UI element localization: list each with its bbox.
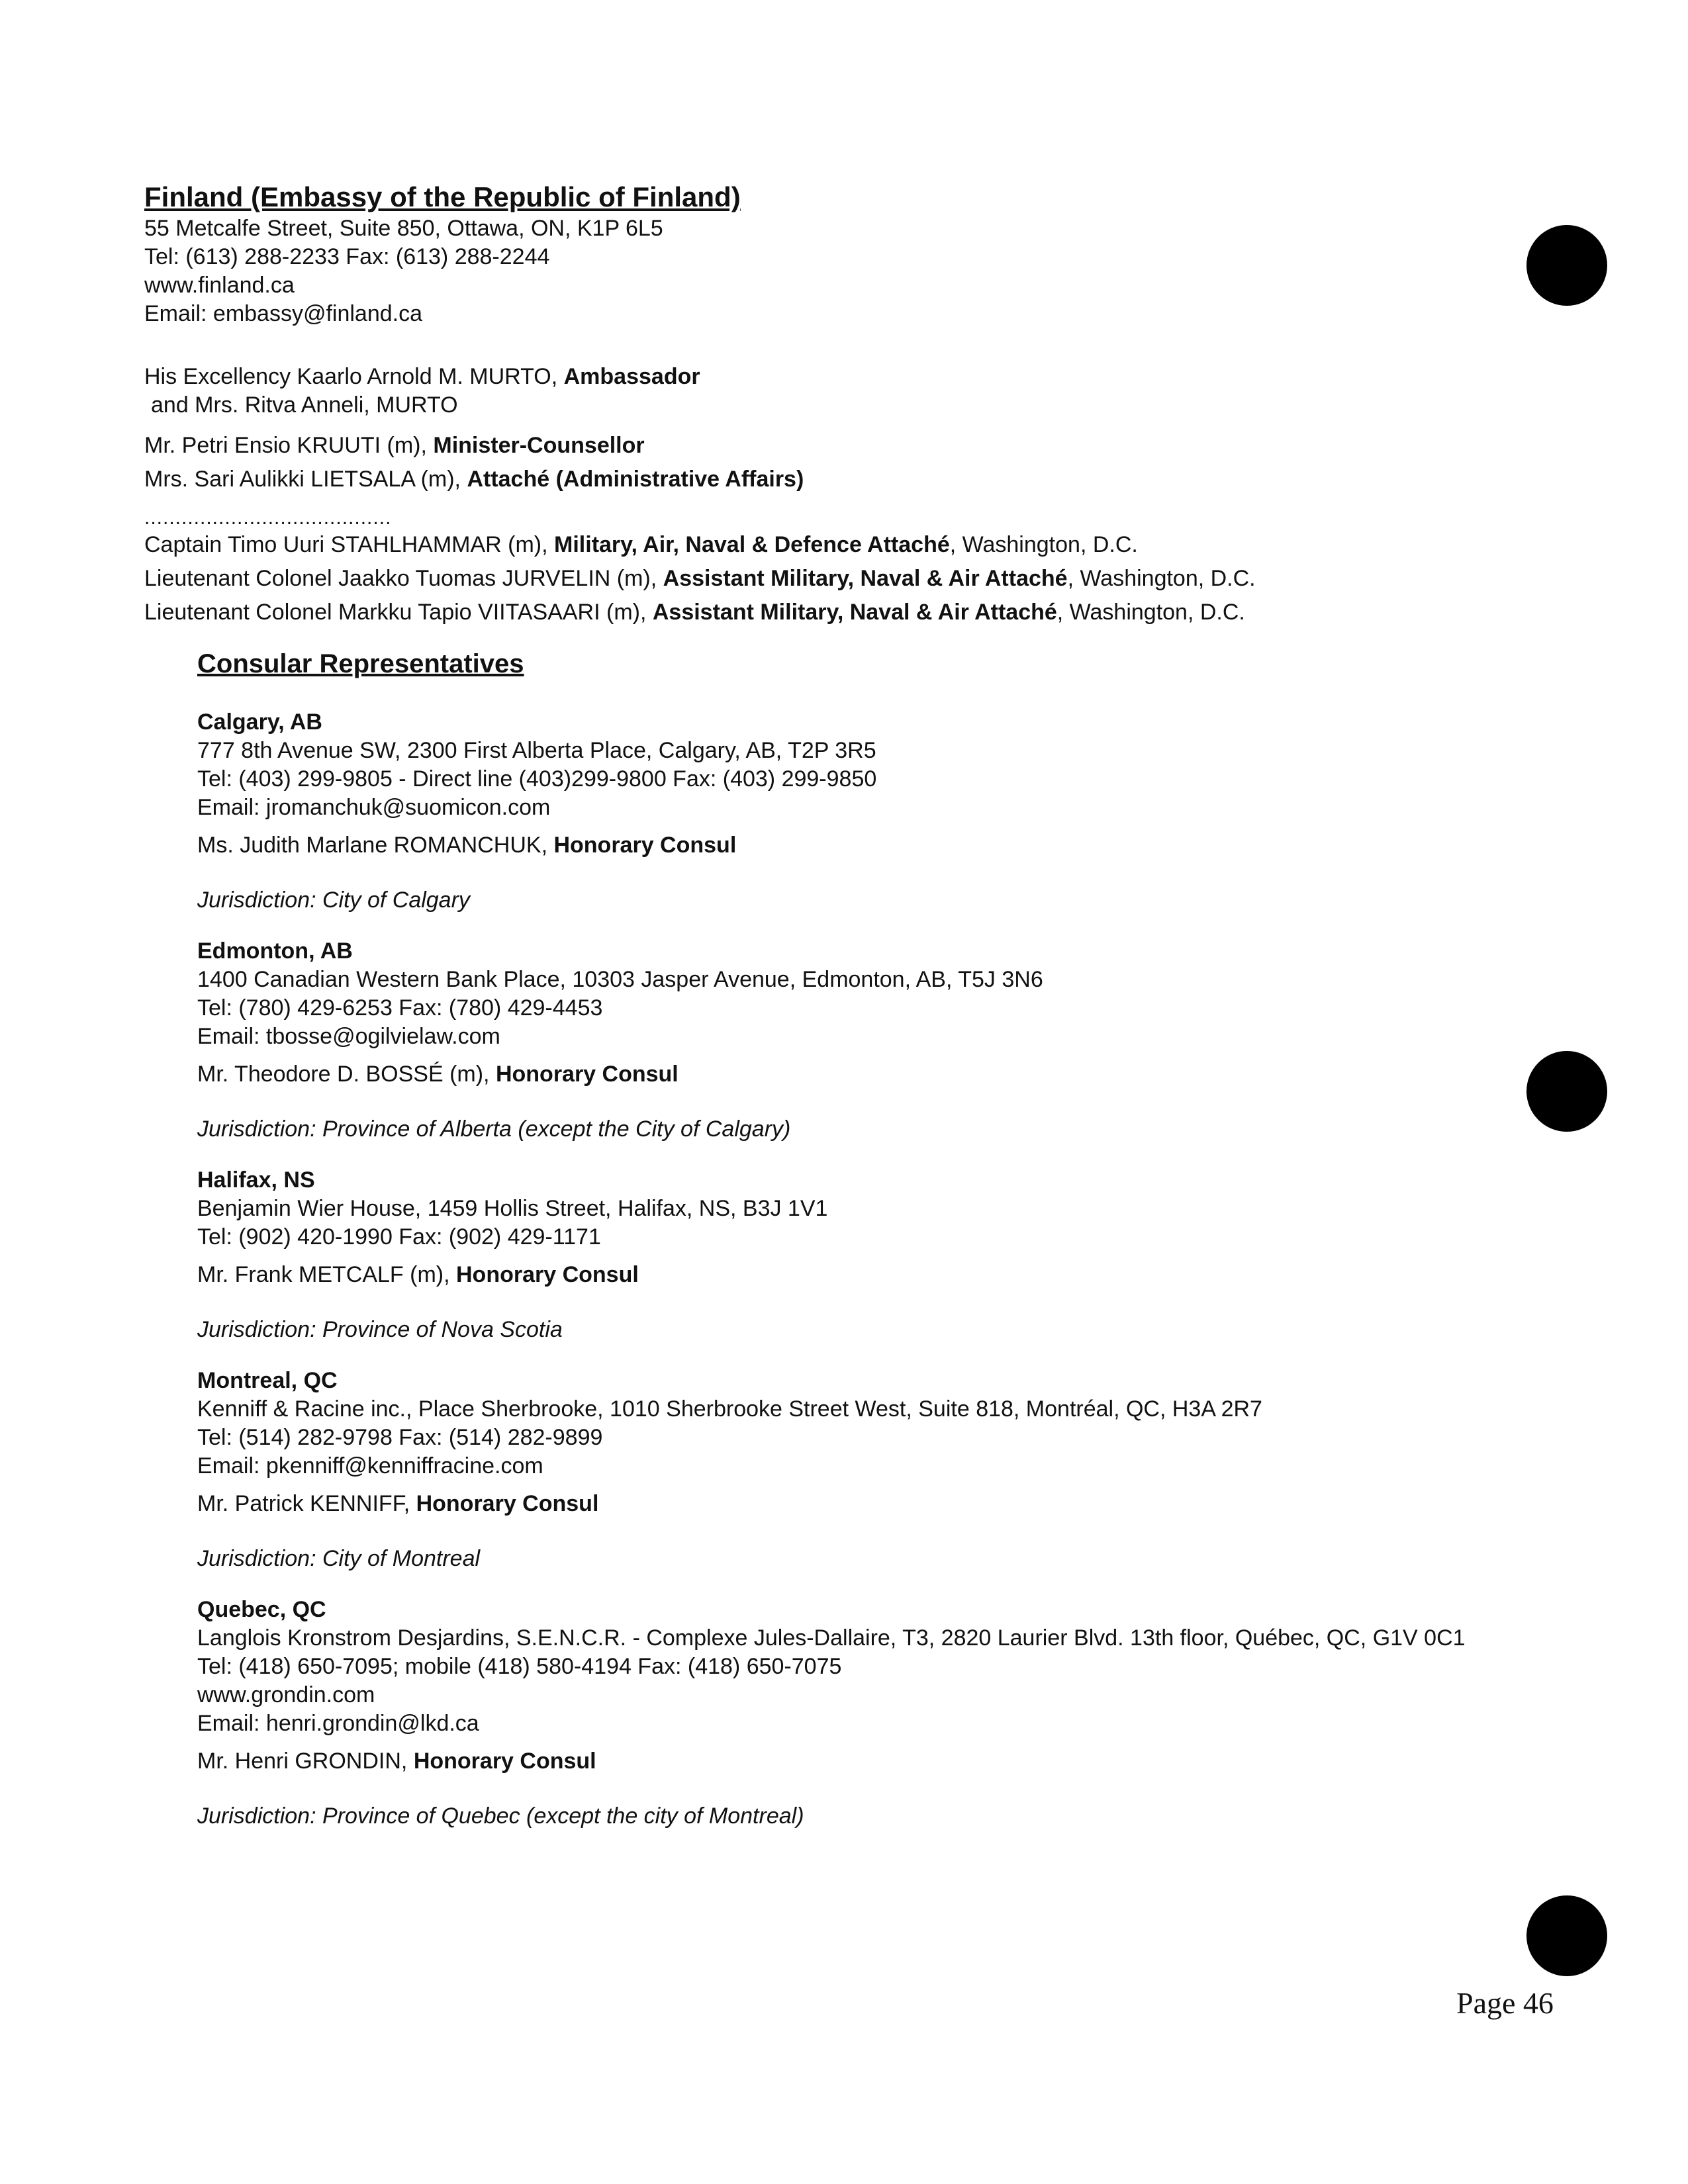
office-email: Email: jromanchuk@suomicon.com [197, 795, 551, 820]
office-jurisdiction: Jurisdiction: Province of Quebec (except the city of Montreal) [197, 1803, 804, 1829]
attache-location: , Washington, D.C. [949, 532, 1138, 557]
attache-name: Lieutenant Colonel Markku Tapio VIITASAARI (m), [144, 600, 653, 625]
consul-name: Mr. Patrick KENNIFF, [197, 1491, 416, 1516]
office-address: Benjamin Wier House, 1459 Hollis Street, Halifax, NS, B3J 1V1 [197, 1196, 828, 1221]
office-phone: Tel: (418) 650-7095; mobile (418) 580-4194 Fax: (418) 650-7075 [197, 1654, 842, 1679]
attache-row [144, 598, 1481, 627]
consul-role: Honorary Consul [416, 1491, 599, 1516]
staff-name: Mrs. Sari Aulikki LIETSALA (m), [144, 467, 467, 492]
office-jurisdiction: Jurisdiction: Province of Alberta (except the City of Calgary) [197, 1116, 791, 1142]
attache-title: Military, Air, Naval & Defence Attaché [554, 532, 950, 557]
office-address: Kenniff & Racine inc., Place Sherbrooke, 1010 Sherbrooke Street West, Suite 818, Montréal, QC, H3A 2R7 [197, 1396, 1262, 1422]
embassy-section [144, 180, 1481, 627]
attache-row [144, 531, 1481, 559]
consul-role: Honorary Consul [413, 1749, 596, 1774]
office-jurisdiction: Jurisdiction: Province of Nova Scotia [197, 1317, 563, 1342]
consul-role: Honorary Consul [553, 833, 737, 858]
office-phone: Tel: (902) 420-1990 Fax: (902) 429-1171 [197, 1224, 601, 1250]
office-city: Edmonton, AB [197, 938, 353, 964]
office-city: Montreal, QC [197, 1368, 338, 1393]
office-consul [197, 1261, 1495, 1289]
office-jurisdiction: Jurisdiction: City of Calgary [197, 887, 470, 913]
attache-location: , Washington, D.C. [1067, 566, 1256, 591]
attache-row [144, 565, 1481, 593]
office-consul [197, 1747, 1495, 1776]
office-phone: Tel: (514) 282-9798 Fax: (514) 282-9899 [197, 1425, 603, 1450]
office-email: Email: tbosse@ogilvielaw.com [197, 1024, 500, 1049]
office-city: Calgary, AB [197, 709, 322, 735]
staff-title: Ambassador [563, 364, 700, 389]
consular-office-calgary [197, 708, 1495, 915]
staff-spouse: and Mrs. Ritva Anneli, MURTO [151, 392, 458, 418]
attache-title: Assistant Military, Naval & Air Attaché [652, 600, 1057, 625]
office-address: Langlois Kronstrom Desjardins, S.E.N.C.R. - Complexe Jules-Dallaire, T3, 2820 Laurier Blvd. 13th floor, Québec, QC, G1V 0C1 [197, 1625, 1466, 1651]
page-number: Page 46 [1456, 1986, 1554, 2020]
consul-name: Mr. Henri GRONDIN, [197, 1749, 414, 1774]
office-phone: Tel: (403) 299-9805 - Direct line (403)299-9800 Fax: (403) 299-9850 [197, 766, 877, 792]
consul-role: Honorary Consul [495, 1062, 679, 1087]
staff-title: Minister-Counsellor [433, 433, 645, 458]
office-city: Quebec, QC [197, 1597, 326, 1622]
office-email: Email: pkenniff@kenniffracine.com [197, 1453, 543, 1479]
separator-dots: ........................................ [144, 507, 392, 529]
consul-name: Mr. Theodore D. BOSSÉ (m), [197, 1062, 496, 1087]
embassy-title: Finland (Embassy of the Republic of Finland) [144, 181, 741, 212]
punch-hole-top [1526, 225, 1607, 306]
office-address: 1400 Canadian Western Bank Place, 10303 Jasper Avenue, Edmonton, AB, T5J 3N6 [197, 967, 1043, 992]
office-address: 777 8th Avenue SW, 2300 First Alberta Place, Calgary, AB, T2P 3R5 [197, 738, 876, 763]
office-phone: Tel: (780) 429-6253 Fax: (780) 429-4453 [197, 995, 603, 1021]
consul-name: Ms. Judith Marlane ROMANCHUK, [197, 833, 554, 858]
embassy-phone: Tel: (613) 288-2233 Fax: (613) 288-2244 [144, 244, 550, 269]
office-city: Halifax, NS [197, 1167, 315, 1193]
consular-heading: Consular Representatives [197, 649, 524, 678]
embassy-email: Email: embassy@finland.ca [144, 301, 423, 326]
consular-section [197, 647, 1495, 1831]
consul-role: Honorary Consul [456, 1262, 639, 1287]
attache-location: , Washington, D.C. [1056, 600, 1245, 625]
staff-name: Mr. Petri Ensio KRUUTI (m), [144, 433, 434, 458]
consular-office-quebec [197, 1596, 1495, 1831]
consular-office-halifax [197, 1166, 1495, 1344]
office-consul [197, 1490, 1495, 1518]
embassy-address: 55 Metcalfe Street, Suite 850, Ottawa, ON, K1P 6L5 [144, 216, 663, 241]
attache-name: Captain Timo Uuri STAHLHAMMAR (m), [144, 532, 555, 557]
embassy-website: www.finland.ca [144, 273, 295, 298]
staff-minister-counsellor [144, 432, 1481, 460]
staff-ambassador [144, 363, 1481, 391]
consular-office-montreal [197, 1367, 1495, 1573]
staff-attache [144, 465, 1481, 494]
staff-name: His Excellency Kaarlo Arnold M. MURTO, [144, 364, 564, 389]
punch-hole-middle [1526, 1051, 1607, 1132]
consular-office-edmonton [197, 937, 1495, 1144]
attache-name: Lieutenant Colonel Jaakko Tuomas JURVELIN (m), [144, 566, 663, 591]
office-email: Email: henri.grondin@lkd.ca [197, 1711, 479, 1736]
office-consul [197, 831, 1495, 860]
office-website: www.grondin.com [197, 1682, 375, 1707]
punch-hole-bottom [1526, 1895, 1607, 1976]
staff-title: Attaché (Administrative Affairs) [467, 467, 804, 492]
attache-title: Assistant Military, Naval & Air Attaché [663, 566, 1068, 591]
office-consul [197, 1060, 1495, 1089]
office-jurisdiction: Jurisdiction: City of Montreal [197, 1546, 481, 1571]
consul-name: Mr. Frank METCALF (m), [197, 1262, 456, 1287]
